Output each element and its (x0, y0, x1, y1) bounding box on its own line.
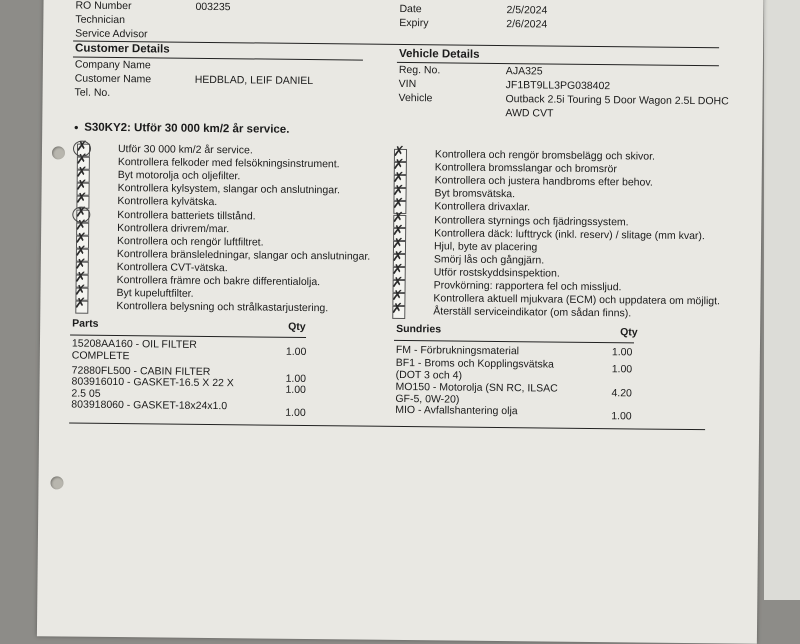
parts-row-qty: 1.00 (285, 345, 307, 358)
expiry-value: 2/6/2024 (506, 18, 548, 31)
customer-details-title: Customer Details (74, 42, 170, 56)
checklist-item: Byt bromsvätska. (434, 187, 516, 201)
customer-name-label: Customer Name (74, 72, 152, 86)
checklist-item: Smörj lås och gångjärn. (433, 253, 545, 267)
checkbox-ticked-icon (75, 301, 88, 314)
checklist-item: Kontrollera styrnings och fjädringssystem. (434, 213, 629, 228)
checklist-item: Kontrollera kylsystem, slangar och anslutningar. (117, 182, 341, 197)
vehicle-label: Vehicle (398, 91, 433, 105)
checklist-item: Kontrollera bränsleledningar, slangar och anslutningar. (116, 247, 371, 263)
service-advisor-label: Service Advisor (75, 27, 148, 41)
checklist-item: Kontrollera CVT-vätska. (116, 260, 228, 275)
parts-row-description: 15208AA160 - OIL FILTER COMPLETE (71, 337, 197, 363)
checklist-item: Kontrollera och rengör bromsbelägg och skivor. (434, 148, 656, 163)
divider (394, 340, 634, 344)
vehicle-value: Outback 2.5i Touring 5 Door Wagon 2.5L DOHC (505, 93, 729, 108)
sundries-row-qty: 4.20 (611, 387, 632, 400)
checklist-item: Kontrollera däck: lufttryck (inkl. reserv) / slitage (mm kvar). (434, 226, 705, 242)
checklist-item: Kontrollera drivaxlar. (434, 200, 531, 214)
checklist-item: Hjul, byte av placering (433, 240, 538, 254)
sundries-header: Sundries (396, 322, 442, 336)
checklist-item: Kontrollera batteriets tillstånd. (117, 208, 256, 222)
work-order-sheet (37, 0, 764, 644)
vehicle-details-title: Vehicle Details (398, 47, 480, 61)
technician-label: Technician (75, 13, 126, 27)
divider (69, 423, 705, 431)
punch-hole (52, 146, 65, 159)
tel-no-label: Tel. No. (74, 86, 111, 99)
checklist-item: Kontrollera och rengör luftfiltret. (116, 234, 264, 249)
sundries-row-qty: 1.00 (611, 363, 633, 376)
reg-no-label: Reg. No. (398, 63, 441, 77)
checklist-item: Kontrollera drivrem/mar. (117, 221, 230, 235)
checklist-item: Kontrollera belysning och strålkastarjustering. (116, 300, 329, 315)
sundries-row-description: MO150 - Motorolja (SN RC, ILSAC GF-5, 0W-20) (395, 380, 558, 406)
date-value: 2/5/2024 (506, 4, 548, 17)
divider (73, 41, 719, 49)
parts-row-description: 803918060 - GASKET-18x24x1.0 (71, 398, 228, 413)
parts-row-qty: 1.00 (285, 406, 306, 419)
checklist-item: Provkörning: rapportera fel och missljud. (433, 279, 622, 294)
ro-number-label: RO Number (75, 0, 132, 13)
checklist-item: Utför rostskyddsinspektion. (433, 266, 560, 280)
parts-row-description: 72880FL500 - CABIN FILTER (71, 364, 211, 378)
parts-header: Parts (72, 317, 99, 330)
checklist-item: Kontrollera främre och bakre differentialolja. (116, 274, 321, 289)
ro-number-value: 003235 (195, 0, 231, 14)
background-paper-edge (764, 0, 800, 600)
punch-hole (50, 476, 63, 489)
checklist-item: Kontrollera och justera handbroms efter behov. (434, 174, 653, 189)
customer-name-value: HEDBLAD, LEIF DANIEL (194, 73, 314, 88)
parts-row-qty: 1.00 (285, 372, 307, 385)
divider (397, 62, 719, 66)
checklist-item: Utför 30 000 km/2 år service. (117, 143, 253, 157)
sundries-qty-header: Qty (620, 326, 638, 339)
checklist-item: Byt kupeluftfilter. (116, 287, 194, 300)
sundries-row-description: BF1 - Broms och Kopplingsvätska (DOT 3 och 4) (395, 356, 554, 382)
sundries-row-qty: 1.00 (611, 346, 633, 359)
checklist-item: Kontrollera aktuell mjukvara (ECM) och uppdatera om möjligt. (433, 292, 721, 308)
parts-qty-header: Qty (288, 320, 306, 333)
checklist-item: Kontrollera bromsslangar och bromsrör (434, 161, 617, 176)
checklist-item: Byt motorolja och oljefilter. (117, 169, 241, 183)
sundries-row-qty: 1.00 (611, 410, 632, 423)
vin-value: JF1BT9LL3PG038402 (505, 79, 611, 93)
service-job-title: S30KY2: Utför 30 000 km/2 år service. (84, 121, 290, 136)
checklist-item: Kontrollera felkoder med felsökningsinstrument. (117, 156, 340, 171)
vin-label: VIN (398, 77, 417, 91)
sundries-row-description: FM - Förbrukningsmaterial (395, 343, 520, 358)
checkbox-ticked-icon (392, 306, 405, 319)
sundries-row-description: MIO - Avfallshantering olja (395, 403, 518, 418)
parts-row-description: 803916010 - GASKET-16.5 X 22 X 2.5 05 (71, 375, 234, 400)
date-label: Date (399, 2, 422, 16)
hand-drawn-circle-icon (73, 141, 91, 157)
checklist-item: Kontrollera kylvätska. (117, 195, 218, 209)
hand-drawn-circle-icon (72, 206, 90, 222)
parts-row-qty: 1.00 (285, 383, 306, 396)
reg-no-value: AJA325 (505, 65, 543, 78)
vehicle-value-continued: AWD CVT (505, 107, 554, 120)
checklist-item: Återställ serviceindikator (om sådan finns). (433, 305, 632, 320)
company-name-label: Company Name (74, 58, 151, 72)
expiry-label: Expiry (399, 16, 429, 30)
bullet-icon: • (74, 120, 79, 135)
